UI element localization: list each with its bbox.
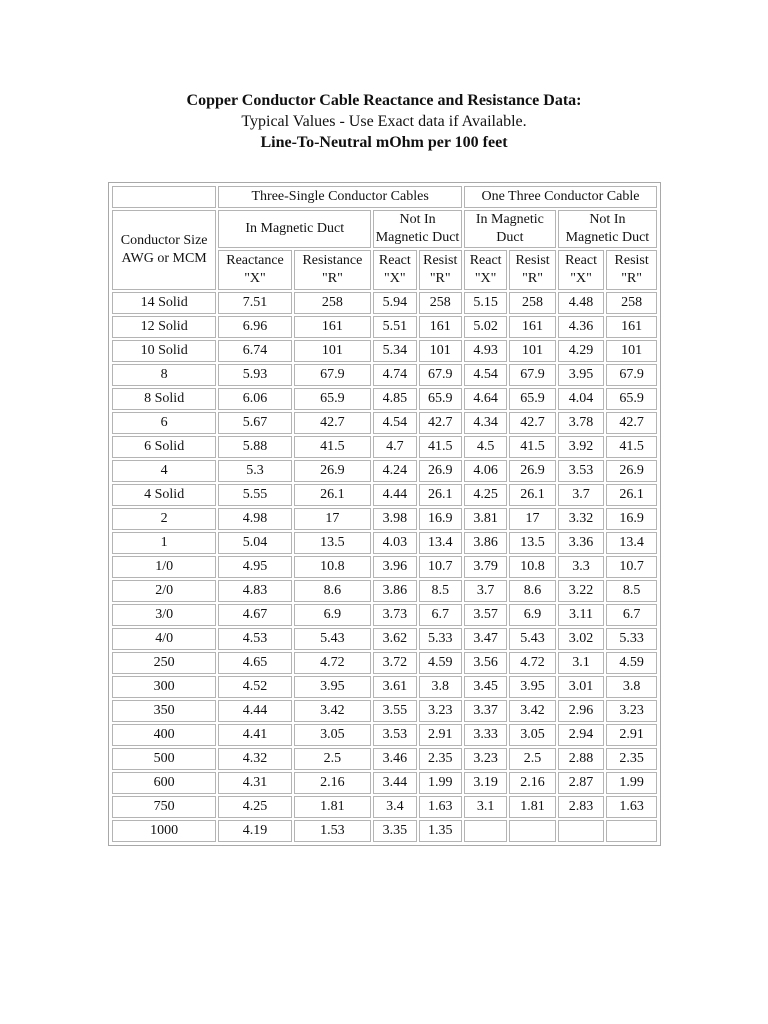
column-header [419, 250, 462, 290]
value-cell: 41.5 [419, 436, 462, 458]
column-header [294, 250, 371, 290]
table-row [112, 556, 657, 578]
value-cell: 3.78 [558, 412, 604, 434]
value-cell: 2.91 [419, 724, 462, 746]
value-cell: 26.9 [606, 460, 657, 482]
table-row [112, 532, 657, 554]
value-cell: 1.63 [419, 796, 462, 818]
value-cell: 65.9 [509, 388, 555, 410]
value-cell: 41.5 [294, 436, 371, 458]
value-cell: 5.04 [218, 532, 291, 554]
value-cell: 6.06 [218, 388, 291, 410]
column-header [373, 250, 416, 290]
value-cell: 3.32 [558, 508, 604, 530]
value-cell: 4.72 [509, 652, 555, 674]
value-cell: 5.43 [509, 628, 555, 650]
value-cell: 26.1 [606, 484, 657, 506]
conductor-size-cell: 4 Solid [112, 484, 216, 506]
value-cell: 4.31 [218, 772, 291, 794]
table-row [112, 748, 657, 770]
value-cell: 4.29 [558, 340, 604, 362]
value-cell: 6.74 [218, 340, 291, 362]
value-cell: 1.81 [509, 796, 555, 818]
value-cell: 3.53 [558, 460, 604, 482]
value-cell: 3.4 [373, 796, 416, 818]
value-cell: 3.53 [373, 724, 416, 746]
value-cell: 8.5 [419, 580, 462, 602]
value-cell: 3.44 [373, 772, 416, 794]
value-cell: 258 [606, 292, 657, 314]
value-cell: 3.95 [509, 676, 555, 698]
value-cell: 3.05 [509, 724, 555, 746]
value-cell: 67.9 [606, 364, 657, 386]
conductor-size-cell: 6 [112, 412, 216, 434]
value-cell: 3.57 [464, 604, 507, 626]
value-cell: 42.7 [419, 412, 462, 434]
value-cell: 4.25 [218, 796, 291, 818]
value-cell: 6.9 [294, 604, 371, 626]
value-cell: 42.7 [294, 412, 371, 434]
value-cell: 4.53 [218, 628, 291, 650]
value-cell: 4.59 [419, 652, 462, 674]
value-cell: 161 [419, 316, 462, 338]
value-cell: 258 [509, 292, 555, 314]
value-cell: 3.33 [464, 724, 507, 746]
value-cell: 4.06 [464, 460, 507, 482]
conductor-size-cell: 10 Solid [112, 340, 216, 362]
value-cell: 5.51 [373, 316, 416, 338]
value-cell: 6.7 [419, 604, 462, 626]
value-cell: 3.42 [509, 700, 555, 722]
value-cell: 1.53 [294, 820, 371, 842]
value-cell: 2.5 [509, 748, 555, 770]
conductor-size-cell: 8 Solid [112, 388, 216, 410]
conductor-size-cell: 1000 [112, 820, 216, 842]
units-line: Line-To-Neutral mOhm per 100 feet [260, 134, 508, 151]
not-in-duct-line1: Not In [589, 212, 626, 227]
value-cell: 4.5 [464, 436, 507, 458]
value-cell: 7.51 [218, 292, 291, 314]
value-cell: 16.9 [419, 508, 462, 530]
column-header [464, 250, 507, 290]
value-cell: 5.02 [464, 316, 507, 338]
value-cell: 4.64 [464, 388, 507, 410]
value-cell: 1.99 [606, 772, 657, 794]
conductor-size-cell: 600 [112, 772, 216, 794]
value-cell: 1.99 [419, 772, 462, 794]
value-cell: 1.35 [419, 820, 462, 842]
value-cell: 3.19 [464, 772, 507, 794]
value-cell: 5.33 [419, 628, 462, 650]
table-row [112, 508, 657, 530]
value-cell: 4.83 [218, 580, 291, 602]
table-row [112, 604, 657, 626]
table-row [112, 484, 657, 506]
value-cell: 101 [606, 340, 657, 362]
value-cell: 3.23 [464, 748, 507, 770]
value-cell: 101 [419, 340, 462, 362]
value-cell: 4.41 [218, 724, 291, 746]
table-row [112, 796, 657, 818]
value-cell: 5.88 [218, 436, 291, 458]
value-cell: 4.54 [464, 364, 507, 386]
value-cell: 1.81 [294, 796, 371, 818]
value-cell: 10.7 [606, 556, 657, 578]
conductor-size-cell: 12 Solid [112, 316, 216, 338]
value-cell: 3.92 [558, 436, 604, 458]
column-header [606, 250, 657, 290]
value-cell: 3.81 [464, 508, 507, 530]
empty-corner-cell [112, 186, 216, 208]
value-cell: 13.4 [606, 532, 657, 554]
column-header-symbol: "R" [621, 271, 643, 286]
value-cell: 3.79 [464, 556, 507, 578]
value-cell: 4.32 [218, 748, 291, 770]
value-cell: 4.04 [558, 388, 604, 410]
column-header-symbol: "X" [570, 271, 592, 286]
in-magnetic-duct-header: In Magnetic Duct [218, 210, 371, 248]
column-header [509, 250, 555, 290]
value-cell [509, 820, 555, 842]
value-cell: 65.9 [419, 388, 462, 410]
value-cell [558, 820, 604, 842]
value-cell: 161 [509, 316, 555, 338]
value-cell: 161 [606, 316, 657, 338]
table-row [112, 724, 657, 746]
group-header-one-three: One Three Conductor Cable [464, 186, 657, 208]
value-cell: 16.9 [606, 508, 657, 530]
value-cell: 3.8 [419, 676, 462, 698]
value-cell: 4.36 [558, 316, 604, 338]
value-cell: 10.7 [419, 556, 462, 578]
table-row [112, 676, 657, 698]
value-cell: 2.16 [294, 772, 371, 794]
not-in-duct-line2: Magnetic Duct [565, 230, 650, 245]
value-cell: 67.9 [509, 364, 555, 386]
table-row [112, 460, 657, 482]
conductor-size-cell: 6 Solid [112, 436, 216, 458]
value-cell: 3.02 [558, 628, 604, 650]
column-header-symbol: "X" [474, 271, 497, 286]
value-cell: 2.35 [606, 748, 657, 770]
column-header-label: Resistance [302, 253, 363, 268]
value-cell: 4.74 [373, 364, 416, 386]
value-cell: 3.22 [558, 580, 604, 602]
conductor-size-cell: 1/0 [112, 556, 216, 578]
value-cell: 2.91 [606, 724, 657, 746]
value-cell: 3.46 [373, 748, 416, 770]
value-cell: 6.7 [606, 604, 657, 626]
column-header-symbol: "R" [429, 271, 451, 286]
conductor-size-cell: 8 [112, 364, 216, 386]
value-cell: 8.6 [294, 580, 371, 602]
value-cell: 3.61 [373, 676, 416, 698]
value-cell: 10.8 [509, 556, 555, 578]
value-cell: 4.19 [218, 820, 291, 842]
conductor-size-header-line2: AWG or MCM [121, 251, 207, 266]
value-cell: 3.8 [606, 676, 657, 698]
value-cell: 2.5 [294, 748, 371, 770]
conductor-size-cell: 500 [112, 748, 216, 770]
conductor-size-cell: 2 [112, 508, 216, 530]
value-cell: 4.44 [218, 700, 291, 722]
column-header-label: Resist [614, 253, 649, 268]
value-cell: 3.23 [606, 700, 657, 722]
in-duct-line1: In Magnetic [475, 212, 544, 227]
value-cell: 3.05 [294, 724, 371, 746]
conductor-size-cell: 14 Solid [112, 292, 216, 314]
table-row [112, 700, 657, 722]
value-cell: 3.73 [373, 604, 416, 626]
value-cell: 4.93 [464, 340, 507, 362]
value-cell: 3.86 [373, 580, 416, 602]
value-cell: 4.98 [218, 508, 291, 530]
conductor-size-cell: 2/0 [112, 580, 216, 602]
value-cell: 4.48 [558, 292, 604, 314]
value-cell: 6.9 [509, 604, 555, 626]
value-cell: 42.7 [509, 412, 555, 434]
cable-data-table [108, 182, 661, 846]
column-header-symbol: "X" [384, 271, 406, 286]
value-cell: 2.87 [558, 772, 604, 794]
table-row [112, 436, 657, 458]
table-row [112, 412, 657, 434]
not-in-duct-line1: Not In [399, 212, 436, 227]
table-row [112, 628, 657, 650]
value-cell: 4.59 [606, 652, 657, 674]
page-title: Copper Conductor Cable Reactance and Resistance Data: [186, 92, 582, 109]
value-cell: 3.11 [558, 604, 604, 626]
table-row [112, 292, 657, 314]
value-cell: 41.5 [509, 436, 555, 458]
value-cell: 26.9 [509, 460, 555, 482]
value-cell: 5.55 [218, 484, 291, 506]
value-cell: 5.43 [294, 628, 371, 650]
value-cell: 3.23 [419, 700, 462, 722]
value-cell: 101 [294, 340, 371, 362]
value-cell: 26.9 [419, 460, 462, 482]
value-cell: 3.86 [464, 532, 507, 554]
value-cell: 3.3 [558, 556, 604, 578]
value-cell: 3.36 [558, 532, 604, 554]
column-header [558, 250, 604, 290]
value-cell: 258 [419, 292, 462, 314]
conductor-size-cell: 350 [112, 700, 216, 722]
value-cell: 4.25 [464, 484, 507, 506]
not-in-magnetic-duct-header [373, 210, 462, 248]
value-cell: 3.7 [558, 484, 604, 506]
value-cell: 3.56 [464, 652, 507, 674]
value-cell: 2.83 [558, 796, 604, 818]
column-header-label: React [565, 253, 597, 268]
value-cell: 4.03 [373, 532, 416, 554]
value-cell: 4.52 [218, 676, 291, 698]
value-cell: 4.67 [218, 604, 291, 626]
value-cell: 42.7 [606, 412, 657, 434]
value-cell [464, 820, 507, 842]
value-cell [606, 820, 657, 842]
value-cell: 26.1 [294, 484, 371, 506]
table-row [112, 772, 657, 794]
value-cell: 3.95 [558, 364, 604, 386]
value-cell: 10.8 [294, 556, 371, 578]
value-cell: 3.55 [373, 700, 416, 722]
column-header-label: React [378, 253, 411, 268]
conductor-size-cell: 400 [112, 724, 216, 746]
value-cell: 5.93 [218, 364, 291, 386]
value-cell: 5.33 [606, 628, 657, 650]
value-cell: 3.45 [464, 676, 507, 698]
conductor-size-cell: 4/0 [112, 628, 216, 650]
value-cell: 3.96 [373, 556, 416, 578]
value-cell: 3.62 [373, 628, 416, 650]
in-duct-line2: Duct [496, 230, 524, 245]
column-header-label: Resist [515, 253, 550, 268]
value-cell: 101 [509, 340, 555, 362]
value-cell: 4.34 [464, 412, 507, 434]
value-cell: 3.42 [294, 700, 371, 722]
value-cell: 1.63 [606, 796, 657, 818]
conductor-size-cell: 750 [112, 796, 216, 818]
not-in-duct-line2: Magnetic Duct [375, 230, 460, 245]
value-cell: 2.35 [419, 748, 462, 770]
value-cell: 65.9 [294, 388, 371, 410]
value-cell: 4.24 [373, 460, 416, 482]
value-cell: 258 [294, 292, 371, 314]
value-cell: 13.4 [419, 532, 462, 554]
header-row-groups [112, 186, 657, 208]
value-cell: 3.7 [464, 580, 507, 602]
value-cell: 5.94 [373, 292, 416, 314]
value-cell: 5.34 [373, 340, 416, 362]
column-header-label: Resist [423, 253, 458, 268]
value-cell: 4.44 [373, 484, 416, 506]
table-row [112, 340, 657, 362]
value-cell: 3.98 [373, 508, 416, 530]
column-header-label: Reactance [226, 253, 284, 268]
column-header [218, 250, 291, 290]
value-cell: 4.54 [373, 412, 416, 434]
value-cell: 3.95 [294, 676, 371, 698]
conductor-size-header [112, 210, 216, 290]
value-cell: 67.9 [419, 364, 462, 386]
value-cell: 2.96 [558, 700, 604, 722]
value-cell: 17 [509, 508, 555, 530]
value-cell: 3.01 [558, 676, 604, 698]
value-cell: 8.5 [606, 580, 657, 602]
in-magnetic-duct-header-2 [464, 210, 556, 248]
value-cell: 26.1 [419, 484, 462, 506]
page-heading [0, 90, 768, 153]
table-row [112, 388, 657, 410]
value-cell: 6.96 [218, 316, 291, 338]
table-row [112, 652, 657, 674]
conductor-size-cell: 4 [112, 460, 216, 482]
value-cell: 2.94 [558, 724, 604, 746]
conductor-size-cell: 3/0 [112, 604, 216, 626]
value-cell: 3.47 [464, 628, 507, 650]
group-header-three-single: Three-Single Conductor Cables [218, 186, 462, 208]
table-row [112, 364, 657, 386]
value-cell: 3.1 [464, 796, 507, 818]
value-cell: 3.37 [464, 700, 507, 722]
value-cell: 4.65 [218, 652, 291, 674]
value-cell: 13.5 [294, 532, 371, 554]
value-cell: 3.1 [558, 652, 604, 674]
column-header-symbol: "R" [322, 271, 343, 286]
column-header-symbol: "R" [522, 271, 543, 286]
value-cell: 4.95 [218, 556, 291, 578]
value-cell: 161 [294, 316, 371, 338]
column-header-symbol: "X" [244, 271, 266, 286]
value-cell: 26.9 [294, 460, 371, 482]
header-row-duct [112, 210, 657, 248]
value-cell: 2.16 [509, 772, 555, 794]
value-cell: 17 [294, 508, 371, 530]
value-cell: 5.15 [464, 292, 507, 314]
value-cell: 65.9 [606, 388, 657, 410]
conductor-size-cell: 250 [112, 652, 216, 674]
value-cell: 4.7 [373, 436, 416, 458]
value-cell: 41.5 [606, 436, 657, 458]
page-subtitle: Typical Values - Use Exact data if Available. [241, 113, 527, 130]
table-row [112, 580, 657, 602]
conductor-size-header-line1: Conductor Size [120, 233, 208, 248]
conductor-size-cell: 1 [112, 532, 216, 554]
value-cell: 13.5 [509, 532, 555, 554]
value-cell: 4.72 [294, 652, 371, 674]
value-cell: 8.6 [509, 580, 555, 602]
value-cell: 67.9 [294, 364, 371, 386]
conductor-size-cell: 300 [112, 676, 216, 698]
value-cell: 3.72 [373, 652, 416, 674]
value-cell: 3.35 [373, 820, 416, 842]
value-cell: 5.67 [218, 412, 291, 434]
table-row [112, 820, 657, 842]
value-cell: 2.88 [558, 748, 604, 770]
not-in-magnetic-duct-header-2 [558, 210, 657, 248]
column-header-label: React [469, 253, 502, 268]
value-cell: 26.1 [509, 484, 555, 506]
table-row [112, 316, 657, 338]
value-cell: 4.85 [373, 388, 416, 410]
value-cell: 5.3 [218, 460, 291, 482]
